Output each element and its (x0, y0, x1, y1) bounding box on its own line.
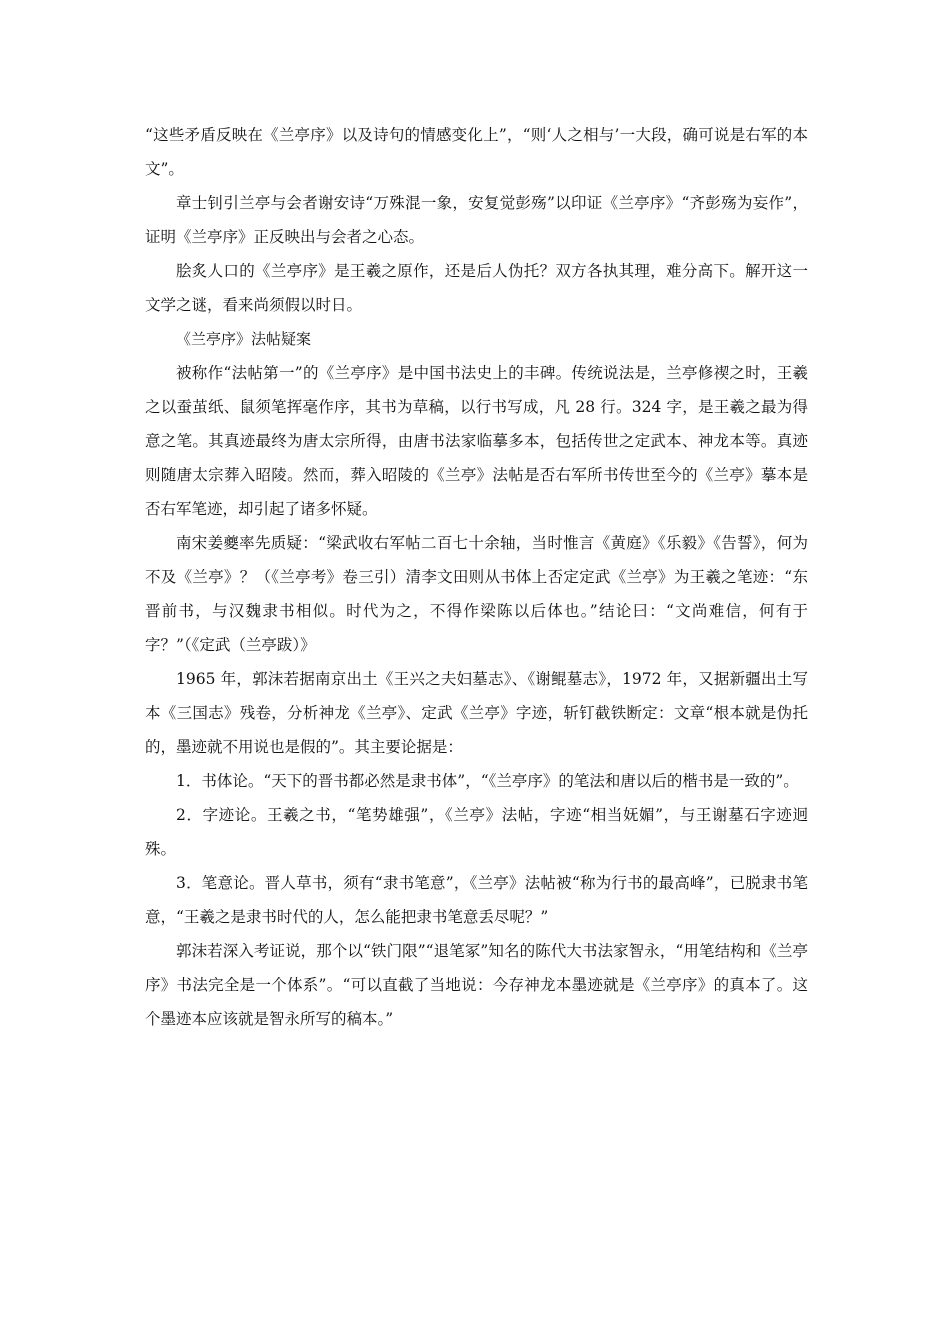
paragraph: 南宋姜夔率先质疑：“梁武收右军帖二百七十余轴，当时惟言《黄庭》《乐毅》《告誓》，何为不及《兰亭》？（《兰亭考》卷三引）清李文田则从书体上否定定武《兰亭》为王羲之笔迹：“东晋前书，与汉魏隶书相似。时代为之，不得作梁陈以后体也。”结论曰：“文尚难信，何有于字？”（《定武（兰亭跋）》 (145, 534, 808, 654)
paragraph: 脍炙人口的《兰亭序》是王羲之原作，还是后人伪托？双方各执其理，难分高下。解开这一文学之谜，看来尚须假以时日。 (145, 262, 808, 314)
paragraph: 被称作“法帖第一”的《兰亭序》是中国书法史上的丰碑。传统说法是，兰亭修禊之时，王羲之以蚕茧纸、鼠须笔挥毫作序，其书为草稿，以行书写成，凡 28 行。324 字，是王羲之最为得意之笔。其真迹最终为唐太宗所得，由唐书法家临摹多本，包括传世之定武本、神龙本等。真迹则随唐太宗葬入昭陵。然而，葬入昭陵的《兰亭》法帖是否右军所书传世至今的《兰亭》摹本是否右军笔迹，却引起了诸多怀疑。 (145, 364, 808, 518)
paragraph: 郭沫若深入考证说，那个以“铁门限”“退笔冢”知名的陈代大书法家智永，“用笔结构和《兰亭序》书法完全是一个体系”。“可以直截了当地说：今存神龙本墨迹就是《兰亭序》的真本了。这个墨迹本应该就是智永所写的稿本。” (145, 942, 808, 1028)
paragraph: 1965 年，郭沫若据南京出土《王兴之夫妇墓志》、《谢鲲墓志》，1972 年，又据新疆出土写本《三国志》残卷，分析神龙《兰亭》、定武《兰亭》字迹，斩钉截铁断定：文章“根本就是伪托的，墨迹就不用说也是假的”。其主要论据是： (145, 670, 808, 756)
paragraph: “这些矛盾反映在《兰亭序》以及诗句的情感变化上”，“则‘人之相与’一大段，确可说是右军的本文”。 (145, 126, 808, 178)
list-item: 3．笔意论。晋人草书，须有“隶书笔意”，《兰亭》法帖被“称为行书的最高峰”，已脱隶书笔意，“王羲之是隶书时代的人，怎么能把隶书笔意丢尽呢？” (145, 874, 808, 926)
list-item: 1．书体论。“天下的晋书都必然是隶书体”，“《兰亭序》的笔法和唐以后的楷书是一致的”。 (176, 772, 799, 790)
section-heading: 《兰亭序》法帖疑案 (176, 330, 312, 348)
article-body (145, 118, 808, 1036)
list-item: 2．字迹论。王羲之书，“笔势雄强”，《兰亭》法帖，字迹“相当妩媚”，与王谢墓石字迹迥殊。 (145, 806, 808, 858)
paragraph: 章士钊引兰亭与会者谢安诗“万殊混一象，安复觉彭殇”以印证《兰亭序》“齐彭殇为妄作”，证明《兰亭序》正反映出与会者之心态。 (145, 194, 808, 246)
